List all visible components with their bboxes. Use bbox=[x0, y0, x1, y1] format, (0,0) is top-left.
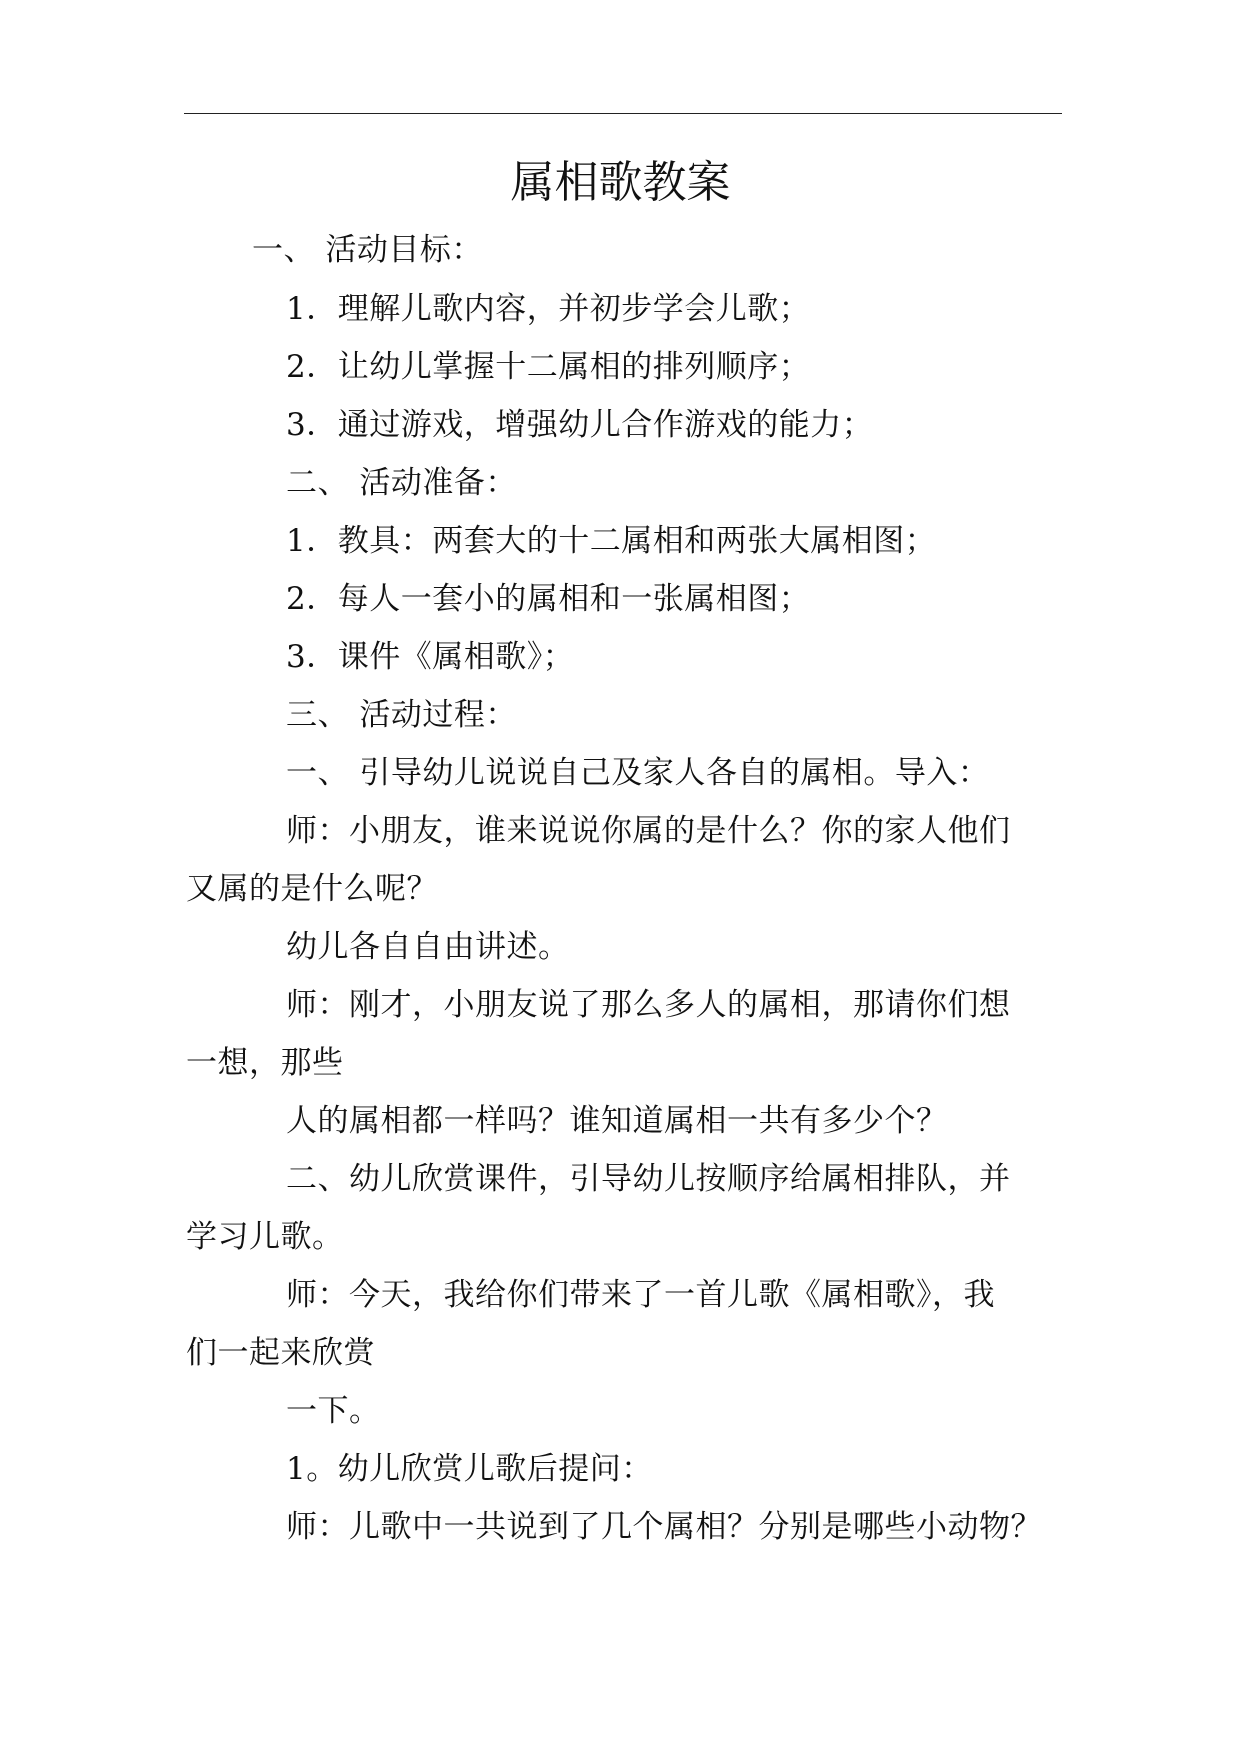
section-heading-process: 三、 活动过程： bbox=[286, 697, 517, 733]
goal-item-1: 1．理解儿歌内容，并初步学会儿歌； bbox=[286, 291, 811, 327]
paragraph-line: 师：刚才，小朋友说了那么多人的属相，那请你们想 bbox=[286, 987, 1011, 1023]
section-heading-preparation: 二、 活动准备： bbox=[286, 465, 517, 501]
paragraph-line: 师：小朋友，谁来说说你属的是什么？你的家人他们 bbox=[286, 813, 1011, 849]
paragraph-line: 人的属相都一样吗？谁知道属相一共有多少个？ bbox=[286, 1103, 948, 1139]
goal-item-3: 3．通过游戏，增强幼儿合作游戏的能力； bbox=[286, 407, 874, 443]
goal-item-2: 2．让幼儿掌握十二属相的排列顺序； bbox=[286, 349, 811, 385]
paragraph-line: 们一起来欣赏 bbox=[186, 1335, 375, 1371]
paragraph-line: 1。幼儿欣赏儿歌后提问： bbox=[286, 1451, 653, 1487]
preparation-item-2: 2．每人一套小的属相和一张属相图； bbox=[286, 581, 811, 617]
section-heading-goals: 一、 活动目标： bbox=[252, 232, 483, 268]
header-rule bbox=[184, 113, 1062, 114]
document-title: 属相歌教案 bbox=[510, 157, 731, 208]
paragraph-line: 师：今天，我给你们带来了一首儿歌《属相歌》，我 bbox=[286, 1277, 995, 1313]
paragraph-line: 一下。 bbox=[286, 1393, 381, 1429]
paragraph-line: 幼儿各自自由讲述。 bbox=[286, 929, 570, 965]
paragraph-line: 学习儿歌。 bbox=[186, 1219, 344, 1255]
paragraph-line: 又属的是什么呢？ bbox=[186, 871, 438, 907]
paragraph-line: 一想，那些 bbox=[186, 1045, 344, 1081]
process-step-1-heading: 一、 引导幼儿说说自己及家人各自的属相。导入： bbox=[286, 755, 990, 791]
process-step-2-heading: 二、幼儿欣赏课件，引导幼儿按顺序给属相排队，并 bbox=[286, 1161, 1011, 1197]
paragraph-line: 师：儿歌中一共说到了几个属相？分别是哪些小动物？ bbox=[286, 1509, 1042, 1545]
preparation-item-3: 3．课件《属相歌》； bbox=[286, 639, 575, 675]
preparation-item-1: 1．教具：两套大的十二属相和两张大属相图； bbox=[286, 523, 937, 559]
